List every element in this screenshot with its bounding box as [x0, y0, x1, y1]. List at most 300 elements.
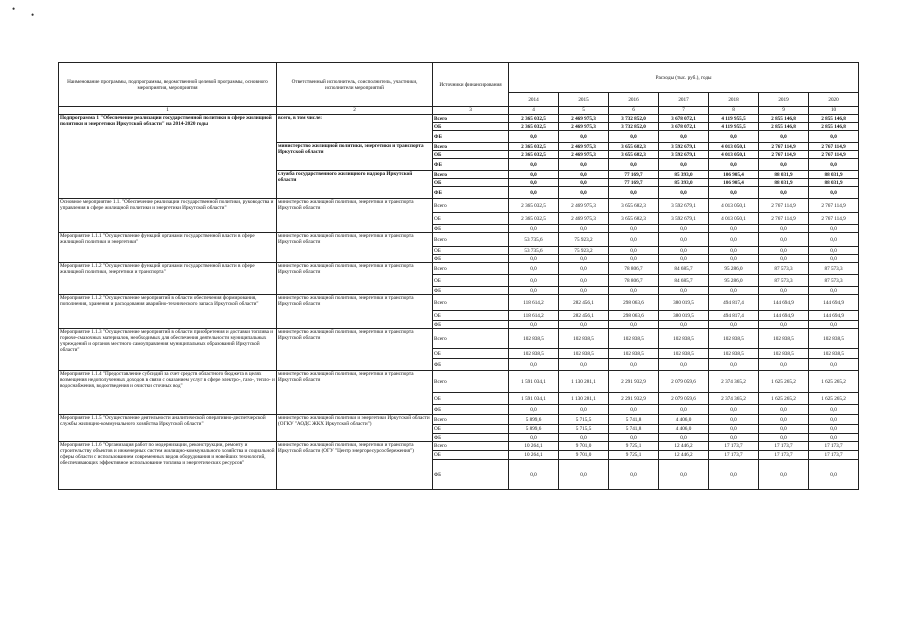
expense-value-cell: 0,0 — [609, 187, 659, 199]
expense-value-cell: 380 019,5 — [659, 295, 709, 311]
expense-value-cell: 102 838,5 — [709, 329, 759, 349]
expense-value-cell: 0,0 — [659, 359, 709, 371]
funding-source-cell: ФБ — [433, 287, 509, 295]
expense-value-cell: 0,0 — [759, 434, 809, 442]
funding-source-cell: ОБ — [433, 123, 509, 131]
funding-source-cell: ФБ — [433, 255, 509, 263]
expense-value-cell: 0,0 — [559, 263, 609, 275]
expense-value-cell: 282 456,1 — [559, 311, 609, 321]
expense-value-cell: 282 456,1 — [559, 295, 609, 311]
responsible-cell: министерство жилищной политики, энергетики и транспорта Иркутской области — [277, 143, 433, 171]
expense-value-cell: 0,0 — [709, 321, 759, 329]
responsible-cell: министерство жилищной политики, энергетики и транспорта Иркутской области — [277, 329, 433, 371]
expense-value-cell: 0,0 — [709, 131, 759, 143]
expense-value-cell: 0,0 — [659, 405, 709, 415]
funding-source-cell: ОБ — [433, 247, 509, 255]
expense-value-cell: 0,0 — [709, 255, 759, 263]
expense-value-cell: 2 365 032,5 — [509, 199, 559, 213]
expense-value-cell: 102 838,5 — [659, 329, 709, 349]
expense-value-cell: 0,0 — [709, 233, 759, 247]
funding-source-cell: Всего — [433, 115, 509, 123]
table-row — [59, 371, 859, 393]
expense-value-cell: 0,0 — [609, 247, 659, 255]
expense-value-cell: 0,0 — [559, 275, 609, 287]
expense-value-cell: 2 079 059,6 — [659, 371, 709, 393]
expense-value-cell: 0,0 — [659, 321, 709, 329]
funding-source-cell: Всего — [433, 295, 509, 311]
expense-value-cell: 2 767 114,9 — [809, 151, 859, 159]
expense-value-cell: 102 838,5 — [659, 349, 709, 359]
expense-value-cell: 0,0 — [509, 460, 559, 490]
expense-value-cell: 5 899,6 — [509, 425, 559, 434]
expense-value-cell: 2 469 975,3 — [559, 199, 609, 213]
funding-source-cell: ОБ — [433, 179, 509, 187]
expense-value-cell: 2 079 059,6 — [659, 393, 709, 405]
expense-value-cell: 0,0 — [759, 359, 809, 371]
expense-value-cell: 85 393,0 — [659, 171, 709, 179]
expense-value-cell: 1 625 265,2 — [759, 393, 809, 405]
expense-value-cell: 3 732 852,0 — [609, 115, 659, 123]
expense-value-cell: 0,0 — [759, 225, 809, 233]
column-number: 10 — [809, 107, 859, 115]
funding-source-cell: Всего — [433, 199, 509, 213]
expense-value-cell: 1 625 265,2 — [809, 393, 859, 405]
expense-value-cell: 2 469 975,3 — [559, 143, 609, 151]
column-number: 1 — [59, 107, 277, 115]
expense-value-cell: 0,0 — [659, 287, 709, 295]
expense-value-cell: 0,0 — [609, 434, 659, 442]
expense-value-cell: 298 063,6 — [609, 295, 659, 311]
expense-value-cell: 0,0 — [709, 415, 759, 425]
expense-value-cell: 87 573,3 — [759, 275, 809, 287]
program-name-cell: Мероприятие 1.1.2 "Осуществление функций органами государственной власти в сфере жилищной политики, энергетики и транспорта" — [59, 263, 277, 295]
expense-value-cell: 2 365 032,5 — [509, 151, 559, 159]
expense-value-cell: 0,0 — [709, 287, 759, 295]
expense-value-cell: 2 469 975,3 — [559, 151, 609, 159]
expense-value-cell: 0,0 — [759, 255, 809, 263]
expense-value-cell: 0,0 — [759, 287, 809, 295]
expense-value-cell: 4 406,0 — [659, 415, 709, 425]
expense-value-cell: 3 592 679,1 — [659, 151, 709, 159]
expense-value-cell: 85 393,0 — [659, 179, 709, 187]
expense-value-cell: 0,0 — [809, 425, 859, 434]
expense-value-cell: 77 169,7 — [609, 179, 659, 187]
expense-value-cell: 0,0 — [709, 425, 759, 434]
budget-table — [58, 62, 859, 490]
expense-value-cell: 10 264,1 — [509, 442, 559, 451]
expense-value-cell: 102 838,5 — [609, 349, 659, 359]
expense-value-cell: 0,0 — [559, 359, 609, 371]
expense-value-cell: 88 031,9 — [759, 171, 809, 179]
table-row — [59, 329, 859, 349]
expense-value-cell: 3 655 682,3 — [609, 143, 659, 151]
expense-value-cell: 0,0 — [759, 247, 809, 255]
expense-value-cell: 1 591 034,1 — [509, 371, 559, 393]
expense-value-cell: 0,0 — [509, 179, 559, 187]
table-body — [59, 115, 859, 490]
expense-value-cell: 0,0 — [559, 287, 609, 295]
header-year: 2018 — [709, 93, 759, 107]
expense-value-cell: 0,0 — [809, 131, 859, 143]
header-name: Наименование программы, подпрограммы, ведомственной целевой программы, основного мероприятия, мероприятия — [59, 63, 277, 107]
expense-value-cell: 3 655 682,3 — [609, 151, 659, 159]
expense-value-cell: 144 694,9 — [759, 311, 809, 321]
funding-source-cell: ОБ — [433, 213, 509, 225]
expense-value-cell: 0,0 — [809, 405, 859, 415]
column-number: 2 — [277, 107, 433, 115]
funding-source-cell: Всего — [433, 415, 509, 425]
expense-value-cell: 0,0 — [659, 434, 709, 442]
expense-value-cell: 12 446,2 — [659, 442, 709, 451]
expense-value-cell: 53 735,6 — [509, 247, 559, 255]
expense-value-cell: 75 923,2 — [559, 247, 609, 255]
responsible-cell: служба государственного жилищного надзора Иркутской области — [277, 171, 433, 199]
expense-value-cell: 9 701,0 — [559, 442, 609, 451]
expense-value-cell: 0,0 — [609, 359, 659, 371]
expense-value-cell: 0,0 — [809, 434, 859, 442]
funding-source-cell: Всего — [433, 263, 509, 275]
funding-source-cell: ОБ — [433, 451, 509, 460]
expense-value-cell: 3 592 679,1 — [659, 143, 709, 151]
expense-value-cell: 0,0 — [809, 359, 859, 371]
expense-value-cell: 0,0 — [809, 233, 859, 247]
expense-value-cell: 2 374 365,2 — [709, 393, 759, 405]
column-number: 5 — [559, 107, 609, 115]
expense-value-cell: 0,0 — [659, 255, 709, 263]
expense-value-cell: 0,0 — [559, 171, 609, 179]
funding-source-cell: ОБ — [433, 275, 509, 287]
header-responsible: Ответственный исполнитель, соисполнитель, участники, исполнители мероприятий — [277, 63, 433, 107]
scan-mark: • — [31, 10, 35, 20]
expense-value-cell: 0,0 — [659, 131, 709, 143]
expense-value-cell: 0,0 — [609, 321, 659, 329]
expense-value-cell: 0,0 — [809, 187, 859, 199]
expense-value-cell: 0,0 — [509, 434, 559, 442]
expense-value-cell: 0,0 — [659, 159, 709, 171]
expense-value-cell: 3 732 852,0 — [609, 123, 659, 131]
header-year: 2020 — [809, 93, 859, 107]
expense-value-cell: 88 031,9 — [809, 179, 859, 187]
expense-value-cell: 0,0 — [709, 187, 759, 199]
expense-value-cell: 0,0 — [609, 460, 659, 490]
funding-source-cell: Всего — [433, 171, 509, 179]
column-number: 3 — [433, 107, 509, 115]
expense-value-cell: 2 365 032,5 — [509, 115, 559, 123]
expense-value-cell: 0,0 — [659, 225, 709, 233]
expense-value-cell: 0,0 — [759, 187, 809, 199]
expense-value-cell: 0,0 — [759, 405, 809, 415]
expense-value-cell: 2 767 114,9 — [759, 199, 809, 213]
expense-value-cell: 0,0 — [509, 263, 559, 275]
expense-value-cell: 2 365 032,5 — [509, 123, 559, 131]
expense-value-cell: 9 725,1 — [609, 442, 659, 451]
responsible-cell: всего, в том числе: — [277, 115, 433, 143]
column-number: 6 — [609, 107, 659, 115]
table-header — [59, 63, 859, 115]
program-name-cell: Мероприятие 1.1.1 "Осуществление функций органами государственной власти в сфере жилищной политики и энергетики" — [59, 233, 277, 263]
expense-value-cell: 3 678 072,1 — [659, 123, 709, 131]
funding-source-cell: ОБ — [433, 311, 509, 321]
expense-value-cell: 75 923,2 — [559, 233, 609, 247]
responsible-cell: министерство жилищной политики, энергетики и транспорта Иркутской области (ОГУ "Центр энергоресурсосбережения") — [277, 442, 433, 490]
expense-value-cell: 0,0 — [559, 255, 609, 263]
table-row — [59, 199, 859, 213]
expense-value-cell: 102 838,5 — [509, 349, 559, 359]
expense-value-cell: 88 031,9 — [759, 179, 809, 187]
expense-value-cell: 4 406,0 — [659, 425, 709, 434]
expense-value-cell: 0,0 — [809, 415, 859, 425]
expense-value-cell: 17 173,7 — [709, 442, 759, 451]
expense-value-cell: 78 806,7 — [609, 263, 659, 275]
funding-source-cell: ФБ — [433, 225, 509, 233]
expense-value-cell: 494 817,4 — [709, 295, 759, 311]
expense-value-cell: 2 855 146,8 — [759, 115, 809, 123]
expense-value-cell: 9 725,1 — [609, 451, 659, 460]
funding-source-cell: Всего — [433, 143, 509, 151]
program-name-cell: Мероприятие 1.1.2 "Осуществление мероприятий в области обеспечения формирования, пополнения, хранения и расходования аварийно-технического запаса Иркутской области" — [59, 295, 277, 329]
expense-value-cell: 0,0 — [559, 321, 609, 329]
expense-value-cell: 2 374 365,2 — [709, 371, 759, 393]
expense-value-cell: 1 625 265,2 — [759, 371, 809, 393]
expense-value-cell: 0,0 — [559, 187, 609, 199]
expense-value-cell: 0,0 — [609, 287, 659, 295]
funding-source-cell: Всего — [433, 233, 509, 247]
expense-value-cell: 0,0 — [809, 287, 859, 295]
funding-source-cell: ОБ — [433, 151, 509, 159]
expense-value-cell: 0,0 — [709, 359, 759, 371]
header-year: 2017 — [659, 93, 709, 107]
expense-value-cell: 17 173,7 — [759, 451, 809, 460]
expense-value-cell: 2 291 932,9 — [609, 371, 659, 393]
expense-value-cell: 88 031,9 — [809, 171, 859, 179]
expense-value-cell: 1 130 281,1 — [559, 371, 609, 393]
column-number: 4 — [509, 107, 559, 115]
expense-value-cell: 0,0 — [609, 225, 659, 233]
expense-value-cell: 0,0 — [559, 405, 609, 415]
expense-value-cell: 1 591 034,1 — [509, 393, 559, 405]
expense-value-cell: 2 855 146,8 — [809, 115, 859, 123]
table-row — [59, 415, 859, 425]
expense-value-cell: 3 655 682,3 — [609, 213, 659, 225]
expense-value-cell: 0,0 — [759, 425, 809, 434]
expense-value-cell: 2 469 975,3 — [559, 123, 609, 131]
expense-value-cell: 0,0 — [809, 159, 859, 171]
expense-value-cell: 3 592 679,1 — [659, 199, 709, 213]
funding-source-cell: ФБ — [433, 359, 509, 371]
expense-value-cell: 102 838,5 — [759, 329, 809, 349]
expense-value-cell: 4 013 050,1 — [709, 143, 759, 151]
expense-value-cell: 2 855 146,8 — [759, 123, 809, 131]
expense-value-cell: 12 446,2 — [659, 451, 709, 460]
header-year: 2016 — [609, 93, 659, 107]
expense-value-cell: 84 685,7 — [659, 275, 709, 287]
expense-value-cell: 4 013 050,1 — [709, 199, 759, 213]
expense-value-cell: 0,0 — [509, 275, 559, 287]
expense-value-cell: 0,0 — [509, 159, 559, 171]
expense-value-cell: 0,0 — [709, 225, 759, 233]
table-row — [59, 442, 859, 451]
expense-value-cell: 3 678 072,1 — [659, 115, 709, 123]
expense-value-cell: 102 838,5 — [709, 349, 759, 359]
expense-value-cell: 102 838,5 — [809, 329, 859, 349]
column-number: 7 — [659, 107, 709, 115]
expense-value-cell: 0,0 — [709, 405, 759, 415]
responsible-cell: министерство жилищной политики, энергетики и транспорта Иркутской области — [277, 263, 433, 295]
expense-value-cell: 0,0 — [759, 321, 809, 329]
funding-source-cell: ФБ — [433, 159, 509, 171]
expense-value-cell: 118 614,2 — [509, 295, 559, 311]
responsible-cell: министерство жилищной политики, энергетики и транспорта Иркутской области — [277, 295, 433, 329]
expense-value-cell: 0,0 — [809, 460, 859, 490]
expense-value-cell: 0,0 — [509, 287, 559, 295]
expense-value-cell: 2 767 114,9 — [759, 143, 809, 151]
header-year: 2014 — [509, 93, 559, 107]
expense-value-cell: 0,0 — [509, 405, 559, 415]
expense-value-cell: 0,0 — [809, 255, 859, 263]
expense-value-cell: 0,0 — [509, 131, 559, 143]
funding-source-cell: ФБ — [433, 187, 509, 199]
expense-value-cell: 0,0 — [609, 405, 659, 415]
expense-value-cell: 0,0 — [559, 159, 609, 171]
expense-value-cell: 0,0 — [509, 225, 559, 233]
expense-value-cell: 0,0 — [709, 159, 759, 171]
expense-value-cell: 0,0 — [659, 247, 709, 255]
expense-value-cell: 78 806,7 — [609, 275, 659, 287]
expense-value-cell: 0,0 — [509, 187, 559, 199]
header-source: Источники финансирования — [433, 63, 509, 107]
expense-value-cell: 3 592 679,1 — [659, 213, 709, 225]
expense-value-cell: 144 694,9 — [809, 311, 859, 321]
program-name-cell: Мероприятие 1.1.3 "Осуществление мероприятий в области приобретения и доставки топлива и горюче-смазочных материалов, необходимых для обеспечения деятельности муниципальных учреждений и органов местного самоуправления муниципальных образований Иркутской области" — [59, 329, 277, 371]
expense-value-cell: 5 899,6 — [509, 415, 559, 425]
expense-value-cell: 0,0 — [759, 131, 809, 143]
header-year: 2015 — [559, 93, 609, 107]
expense-value-cell: 0,0 — [609, 131, 659, 143]
expense-value-cell: 0,0 — [659, 187, 709, 199]
expense-value-cell: 0,0 — [509, 359, 559, 371]
expense-value-cell: 0,0 — [509, 171, 559, 179]
funding-source-cell: ОБ — [433, 393, 509, 405]
responsible-cell: министерство жилищной политики, энергетики и транспорта Иркутской области — [277, 199, 433, 233]
expense-value-cell: 0,0 — [609, 233, 659, 247]
expense-value-cell: 0,0 — [709, 247, 759, 255]
expense-value-cell: 0,0 — [609, 159, 659, 171]
expense-value-cell: 95 286,0 — [709, 263, 759, 275]
responsible-cell: министерство жилищной политики, энергетики и транспорта Иркутской области — [277, 371, 433, 415]
expense-value-cell: 118 614,2 — [509, 311, 559, 321]
funding-source-cell: Всего — [433, 371, 509, 393]
expense-value-cell: 5 715,5 — [559, 425, 609, 434]
expense-value-cell: 5 741,8 — [609, 415, 659, 425]
funding-source-cell: Всего — [433, 442, 509, 451]
expense-value-cell: 17 173,7 — [809, 451, 859, 460]
program-name-cell: Мероприятие 1.1.4 "Предоставление субсидий за счет средств областного бюджета в целях возмещения недополученных доходов в связи с оказанием услуг в сфере электро-, газо-, тепло- и водоснабжения, водоотведения и очистки сточных вод" — [59, 371, 277, 415]
expense-value-cell: 2 469 975,3 — [559, 213, 609, 225]
expense-value-cell: 2 767 114,9 — [809, 213, 859, 225]
header-year: 2019 — [759, 93, 809, 107]
expense-value-cell: 95 286,0 — [709, 275, 759, 287]
expense-value-cell: 2 767 114,9 — [809, 143, 859, 151]
expense-value-cell: 0,0 — [509, 321, 559, 329]
expense-value-cell: 0,0 — [809, 225, 859, 233]
expense-value-cell: 17 173,7 — [809, 442, 859, 451]
expense-value-cell: 5 715,5 — [559, 415, 609, 425]
table-row — [59, 115, 859, 123]
expense-value-cell: 298 063,6 — [609, 311, 659, 321]
program-name-cell: Мероприятие 1.1.5 "Осуществление деятельности аналитической оперативно-диспетчерской службы жилищно-коммунального хозяйства Иркутской области" — [59, 415, 277, 442]
expense-value-cell: 0,0 — [659, 233, 709, 247]
expense-value-cell: 53 735,6 — [509, 233, 559, 247]
funding-source-cell: ОБ — [433, 425, 509, 434]
expense-value-cell: 0,0 — [559, 460, 609, 490]
expense-value-cell: 102 838,5 — [559, 329, 609, 349]
expense-value-cell: 144 694,9 — [809, 295, 859, 311]
responsible-cell: министерство жилищной политики и энергетики Иркутской области (ОГКУ "АОДС ЖКХ Иркутской области") — [277, 415, 433, 442]
expense-value-cell: 0,0 — [659, 460, 709, 490]
scan-mark: • — [12, 4, 16, 14]
program-name-cell: Мероприятие 1.1.6 "Организация работ по модернизации, реконструкции, ремонту и строительству объектов и инженерных систем жилищно-коммунального хозяйства и социальной сферы области с использованием современных видов оборудования и новейших технологий, обеспечивающих эффективное использование топлива и энергетических ресурсов" — [59, 442, 277, 490]
table-row — [59, 295, 859, 311]
expense-value-cell: 17 173,7 — [709, 451, 759, 460]
expense-value-cell: 0,0 — [759, 159, 809, 171]
column-number: 9 — [759, 107, 809, 115]
expense-value-cell: 9 701,0 — [559, 451, 609, 460]
expense-value-cell: 0,0 — [559, 179, 609, 187]
funding-source-cell: ФБ — [433, 321, 509, 329]
expense-value-cell: 10 264,1 — [509, 451, 559, 460]
program-name-cell: Основное мероприятие 1.1. "Обеспечение реализации государственной политики, руководства и управления в сфере жилищной политики и энергетики Иркутской области" — [59, 199, 277, 233]
expense-value-cell: 380 019,5 — [659, 311, 709, 321]
expense-value-cell: 0,0 — [559, 434, 609, 442]
funding-source-cell: ОБ — [433, 349, 509, 359]
expense-value-cell: 2 855 146,8 — [809, 123, 859, 131]
expense-value-cell: 0,0 — [559, 131, 609, 143]
expense-value-cell: 0,0 — [759, 460, 809, 490]
expense-value-cell: 0,0 — [559, 225, 609, 233]
expense-value-cell: 2 365 032,5 — [509, 143, 559, 151]
expense-value-cell: 0,0 — [709, 460, 759, 490]
table-row — [59, 233, 859, 247]
expense-value-cell: 4 119 955,5 — [709, 115, 759, 123]
expense-value-cell: 77 169,7 — [609, 171, 659, 179]
expense-value-cell: 106 905,4 — [709, 171, 759, 179]
expense-value-cell: 0,0 — [759, 415, 809, 425]
expense-value-cell: 494 817,4 — [709, 311, 759, 321]
program-name-cell: Подпрограмма 1 "Обеспечение реализации государственной политики в сфере жилищной политики и энергетики Иркутской области" на 2014-2020 годы — [59, 115, 277, 199]
funding-source-cell: ФБ — [433, 405, 509, 415]
funding-source-cell: Всего — [433, 329, 509, 349]
expense-value-cell: 1 130 281,1 — [559, 393, 609, 405]
funding-source-cell: ФБ — [433, 131, 509, 143]
expense-value-cell: 84 685,7 — [659, 263, 709, 275]
expense-value-cell: 2 767 114,9 — [759, 151, 809, 159]
table-row — [59, 263, 859, 275]
expense-value-cell: 87 573,3 — [809, 263, 859, 275]
expense-value-cell: 0,0 — [609, 255, 659, 263]
funding-source-cell: ФБ — [433, 434, 509, 442]
header-expenses: Расходы (тыс. руб.), годы — [509, 63, 859, 93]
expense-value-cell: 2 365 032,5 — [509, 213, 559, 225]
expense-value-cell: 4 013 050,1 — [709, 213, 759, 225]
expense-value-cell: 102 838,5 — [609, 329, 659, 349]
expense-value-cell: 2 469 975,3 — [559, 115, 609, 123]
expense-value-cell: 0,0 — [509, 255, 559, 263]
expense-value-cell: 102 838,5 — [559, 349, 609, 359]
responsible-cell: министерство жилищной политики, энергетики и транспорта Иркутской области — [277, 233, 433, 263]
expense-value-cell: 1 625 265,2 — [809, 371, 859, 393]
expense-value-cell: 102 838,5 — [809, 349, 859, 359]
expense-value-cell: 0,0 — [809, 321, 859, 329]
